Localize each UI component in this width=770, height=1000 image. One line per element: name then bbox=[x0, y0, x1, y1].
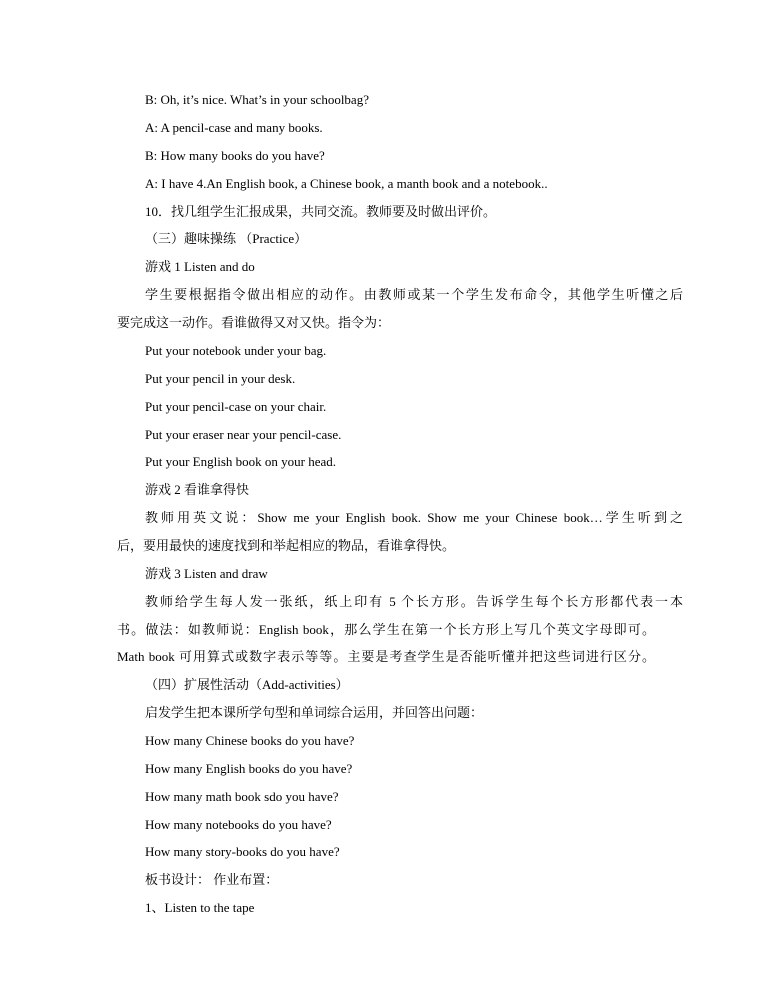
game-title: 游戏 3 Listen and draw bbox=[145, 566, 268, 581]
question-line: How many English books do you have? bbox=[145, 761, 353, 776]
step-text: 10．找几组学生汇报成果，共同交流。教师要及时做出评价。 bbox=[145, 204, 497, 219]
dialogue-line: A: I have 4.An English book, a Chinese book, a manth book and a notebook.. bbox=[145, 176, 548, 191]
question-line: How many story-books do you have? bbox=[145, 844, 340, 859]
homework-item: 1、Listen to the tape bbox=[145, 900, 255, 915]
instruction-line: Put your notebook under your bag. bbox=[145, 343, 327, 358]
game-title: 游戏 2 看谁拿得快 bbox=[145, 482, 250, 497]
instruction-line: Put your eraser near your pencil-case. bbox=[145, 427, 342, 442]
instruction-line: Put your pencil-case on your chair. bbox=[145, 399, 327, 414]
board-design-heading: 板书设计： 作业布置： bbox=[145, 872, 279, 887]
instruction-line: Put your pencil in your desk. bbox=[145, 371, 296, 386]
paragraph-line: 学生要根据指令做出相应的动作。由教师或某一个学生发布命令，其他学生听懂之后 bbox=[145, 287, 683, 302]
paragraph-line: 要完成这一动作。看谁做得又对又快。指令为： bbox=[117, 315, 391, 330]
dialogue-line: B: Oh, it’s nice. What’s in your schoolbag? bbox=[145, 92, 369, 107]
paragraph-line: 教师给学生每人发一张纸，纸上印有 5 个长方形。告诉学生每个长方形都代表一本 bbox=[145, 594, 683, 609]
question-line: How many notebooks do you have? bbox=[145, 817, 332, 832]
paragraph-line: 启发学生把本课所学句型和单词综合运用，并回答出问题： bbox=[145, 705, 484, 720]
instruction-line: Put your English book on your head. bbox=[145, 454, 337, 469]
question-line: How many math book sdo you have? bbox=[145, 789, 339, 804]
game-title: 游戏 1 Listen and do bbox=[145, 259, 255, 274]
paragraph-line: 后，要用最快的速度找到和举起相应的物品，看谁拿得快。 bbox=[117, 538, 456, 553]
paragraph-line: Math book 可用算式或数字表示等等。主要是考查学生是否能听懂并把这些词进行区分。 bbox=[117, 649, 655, 664]
paragraph-line: 教师用英文说：Show me your English book. Show me your Chinese book…学生听到之 bbox=[145, 510, 683, 525]
section-heading-practice: （三）趣味操练 （Practice） bbox=[145, 231, 308, 246]
dialogue-line: A: A pencil-case and many books. bbox=[145, 120, 323, 135]
paragraph-line: 书。做法：如教师说：English book，那么学生在第一个长方形上写几个英文字母即可。 bbox=[117, 622, 655, 637]
section-heading-activities: （四）扩展性活动（Add-activities） bbox=[145, 677, 349, 692]
question-line: How many Chinese books do you have? bbox=[145, 733, 355, 748]
dialogue-line: B: How many books do you have? bbox=[145, 148, 325, 163]
